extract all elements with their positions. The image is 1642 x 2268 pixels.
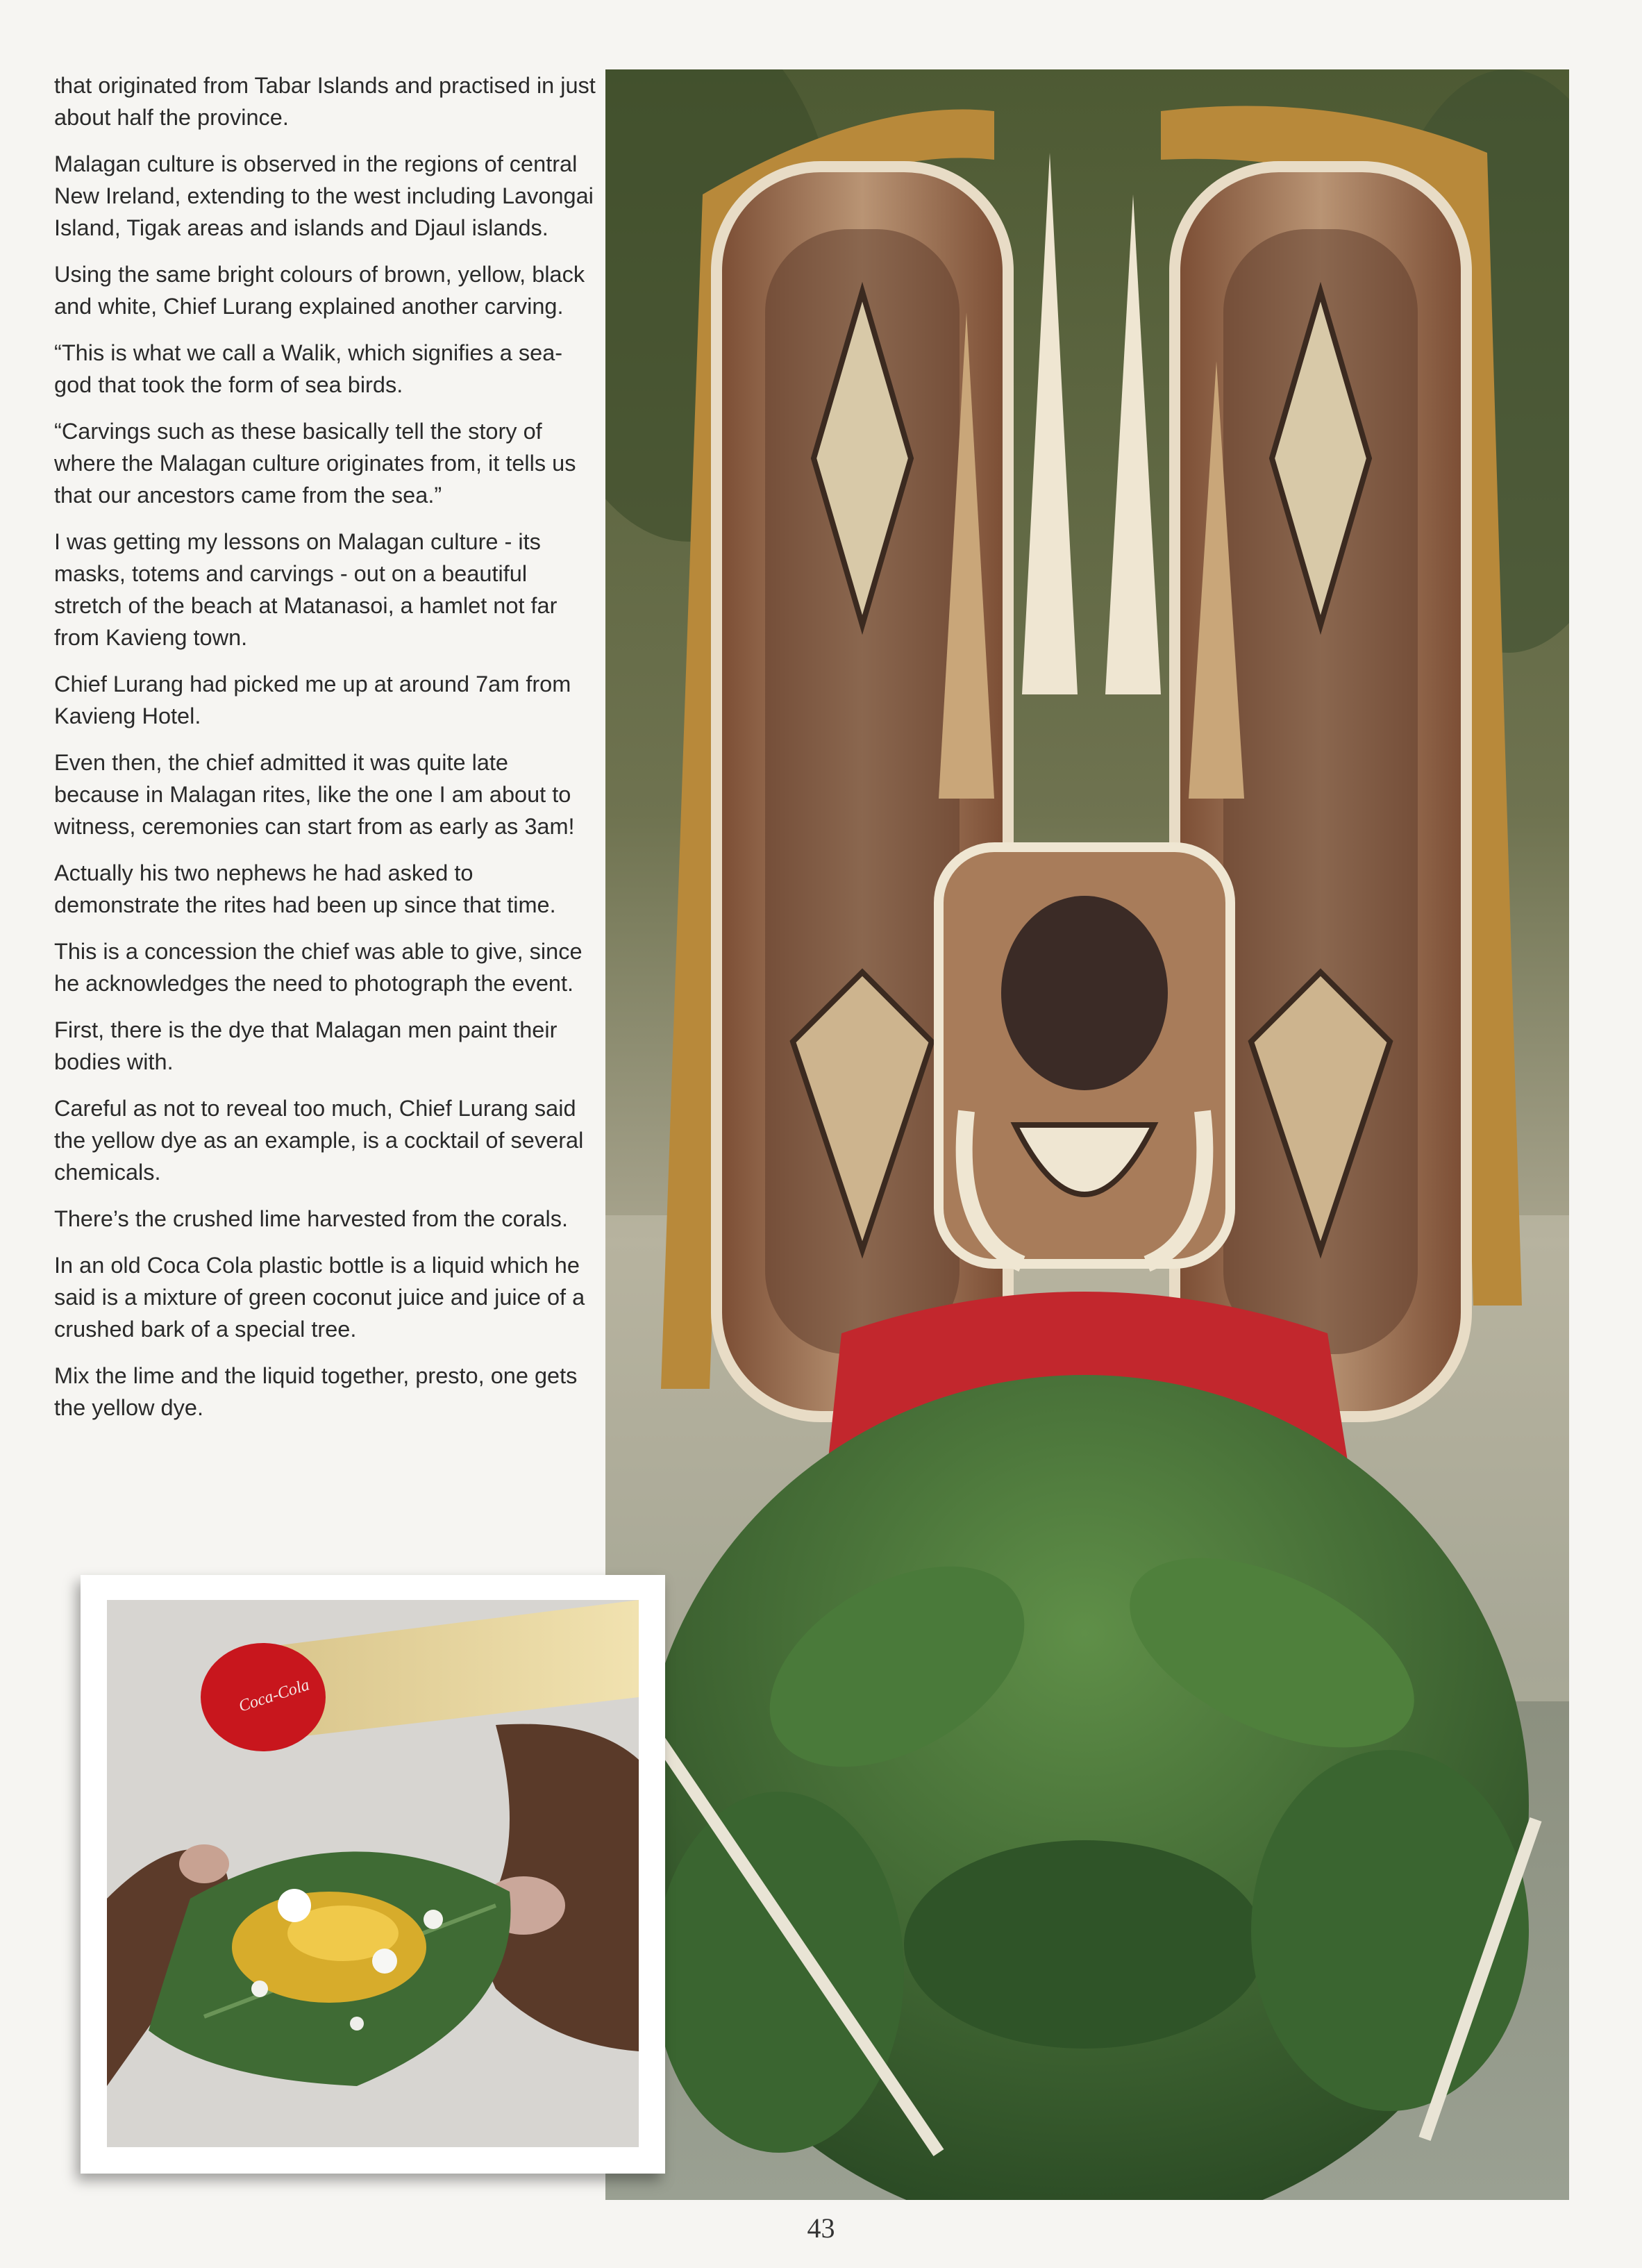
article-paragraph: Mix the lime and the liquid together, presto, one gets the yellow dye. bbox=[54, 1363, 578, 1420]
article-paragraph: Even then, the chief admitted it was quite late because in Malagan rites, like the one I am about to witness, ceremonies can start from as early as 3am! bbox=[54, 750, 575, 839]
article-paragraph: Using the same bright colours of brown, yellow, black and white, Chief Lurang explained another carving. bbox=[54, 262, 585, 319]
page-number: 43 bbox=[807, 2212, 835, 2244]
article-paragraph: There’s the crushed lime harvested from the corals. bbox=[54, 1206, 569, 1231]
article-paragraph: Careful as not to reveal too much, Chief Lurang said the yellow dye as an example, is a cocktail of several chemicals. bbox=[54, 1096, 584, 1185]
article-paragraph: Chief Lurang had picked me up at around 7am from Kavieng Hotel. bbox=[54, 672, 571, 728]
article-paragraph: “Carvings such as these basically tell the story of where the Malagan culture originates from, it tells us that our ancestors came from the sea.” bbox=[54, 419, 576, 508]
article-paragraph: “This is what we call a Walik, which signifies a sea-god that took the form of sea birds. bbox=[54, 340, 563, 397]
article-paragraph: In an old Coca Cola plastic bottle is a liquid which he said is a mixture of green coconut juice and juice of a crushed bark of a special tree. bbox=[54, 1253, 585, 1342]
article-paragraph: This is a concession the chief was able to give, since he acknowledges the need to photograph the event. bbox=[54, 939, 583, 996]
dye-preparation-photo bbox=[107, 1600, 639, 2147]
dye-preparation-photo-frame bbox=[81, 1575, 665, 2174]
bottle-cap-text: Coca-Cola bbox=[236, 1676, 312, 1716]
article-paragraph: Malagan culture is observed in the regions of central New Ireland, extending to the west including Lavongai Island, Tigak areas and islands and Djaul islands. bbox=[54, 151, 594, 240]
article-paragraph: that originated from Tabar Islands and practised in just about half the province. bbox=[54, 73, 596, 130]
article-paragraph: I was getting my lessons on Malagan culture - its masks, totems and carvings - out on a beautiful stretch of the beach at Matanasoi, a hamlet not far from Kavieng town. bbox=[54, 529, 558, 650]
malagan-mask-photo bbox=[605, 69, 1569, 2200]
article-paragraph: Actually his two nephews he had asked to demonstrate the rites had been up since that time. bbox=[54, 860, 556, 917]
article-text-column bbox=[54, 69, 596, 1438]
article-paragraph: First, there is the dye that Malagan men paint their bodies with. bbox=[54, 1017, 558, 1074]
